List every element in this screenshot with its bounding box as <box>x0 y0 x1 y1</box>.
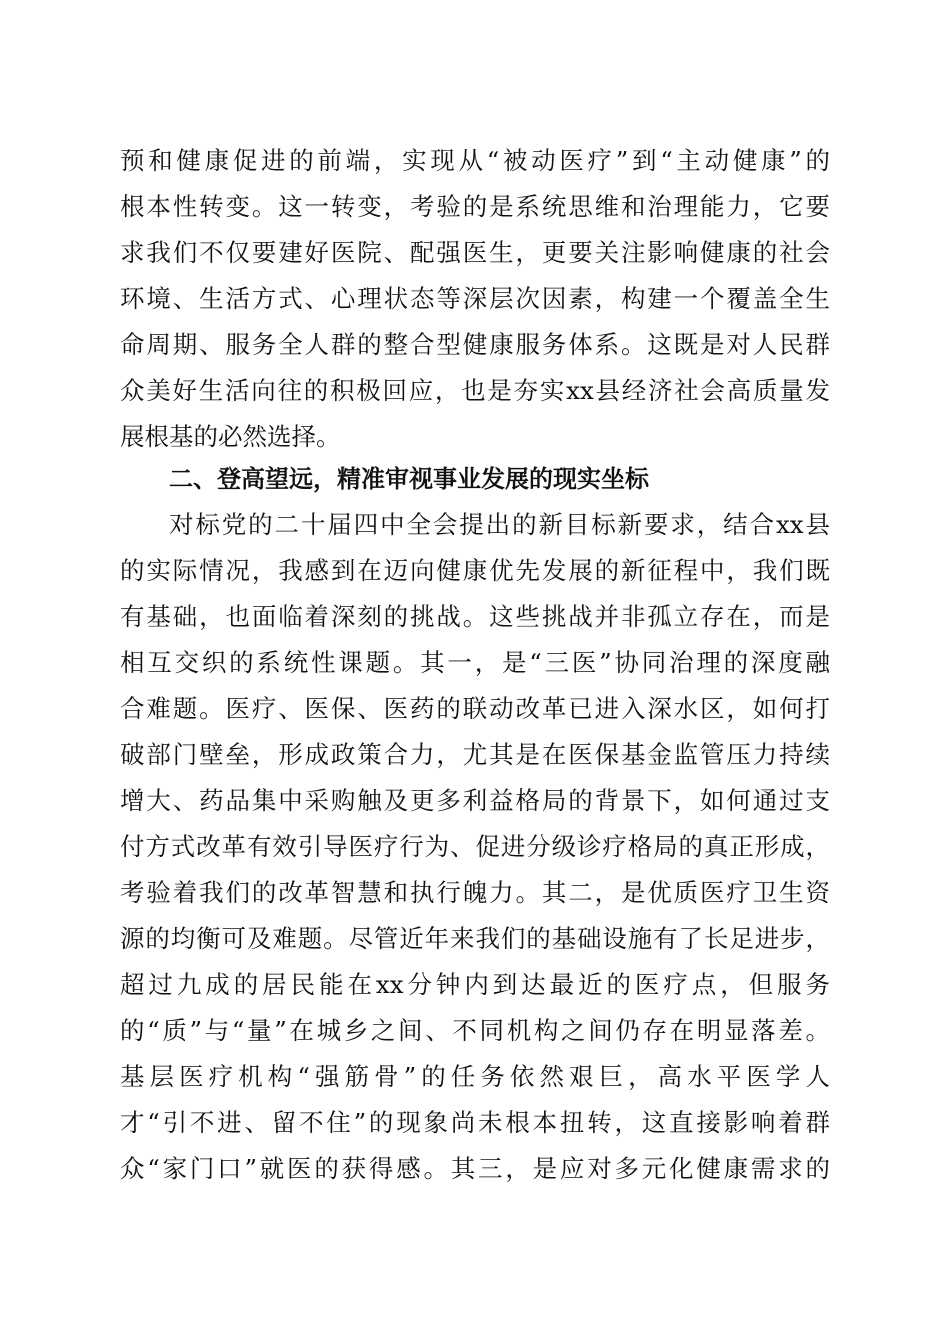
paragraph-line: 的“质”与“量”在城乡之间、不同机构之间仍存在明显落差。 <box>120 1016 830 1045</box>
paragraph-line: 才“引不进、留不住”的现象尚未根本扭转，这直接影响着群 <box>120 1108 830 1137</box>
paragraph-line: 众“家门口”就医的获得感。其三，是应对多元化健康需求的 <box>120 1154 830 1183</box>
paragraph-line: 根本性转变。这一转变，考验的是系统思维和治理能力，它要 <box>120 192 830 221</box>
paragraph-line: 众美好生活向往的积极回应，也是夯实xx县经济社会高质量发 <box>120 376 830 405</box>
paragraph-line: 源的均衡可及难题。尽管近年来我们的基础设施有了长足进步， <box>120 924 830 953</box>
paragraph-line: 考验着我们的改革智慧和执行魄力。其二，是优质医疗卫生资 <box>120 878 830 907</box>
paragraph-line: 命周期、服务全人群的整合型健康服务体系。这既是对人民群 <box>120 330 830 359</box>
paragraph-line: 环境、生活方式、心理状态等深层次因素，构建一个覆盖全生 <box>120 284 830 313</box>
paragraph-line: 基层医疗机构“强筋骨”的任务依然艰巨，高水平医学人 <box>120 1062 830 1091</box>
paragraph-line: 预和健康促进的前端，实现从“被动医疗”到“主动健康”的 <box>120 146 830 175</box>
paragraph-line: 付方式改革有效引导医疗行为、促进分级诊疗格局的真正形成， <box>120 832 830 861</box>
paragraph-line: 合难题。医疗、医保、医药的联动改革已进入深水区，如何打 <box>120 694 830 723</box>
paragraph-line: 相互交织的系统性课题。其一，是“三医”协同治理的深度融 <box>120 648 830 677</box>
paragraph-line: 增大、药品集中采购触及更多利益格局的背景下，如何通过支 <box>120 786 830 815</box>
paragraph-line: 超过九成的居民能在xx分钟内到达最近的医疗点，但服务 <box>120 970 830 999</box>
paragraph-line: 破部门壁垒，形成政策合力，尤其是在医保基金监管压力持续 <box>120 740 830 769</box>
paragraph-line: 有基础，也面临着深刻的挑战。这些挑战并非孤立存在，而是 <box>120 602 830 631</box>
paragraph-line: 对标党的二十届四中全会提出的新目标新要求，结合xx县 <box>169 510 830 539</box>
paragraph-line: 展根基的必然选择。 <box>120 422 341 451</box>
paragraph-line: 的实际情况，我感到在迈向健康优先发展的新征程中，我们既 <box>120 556 830 585</box>
section-heading: 二、登高望远，精准审视事业发展的现实坐标 <box>169 465 649 493</box>
paragraph-line: 求我们不仅要建好医院、配强医生，更要关注影响健康的社会 <box>120 238 830 267</box>
